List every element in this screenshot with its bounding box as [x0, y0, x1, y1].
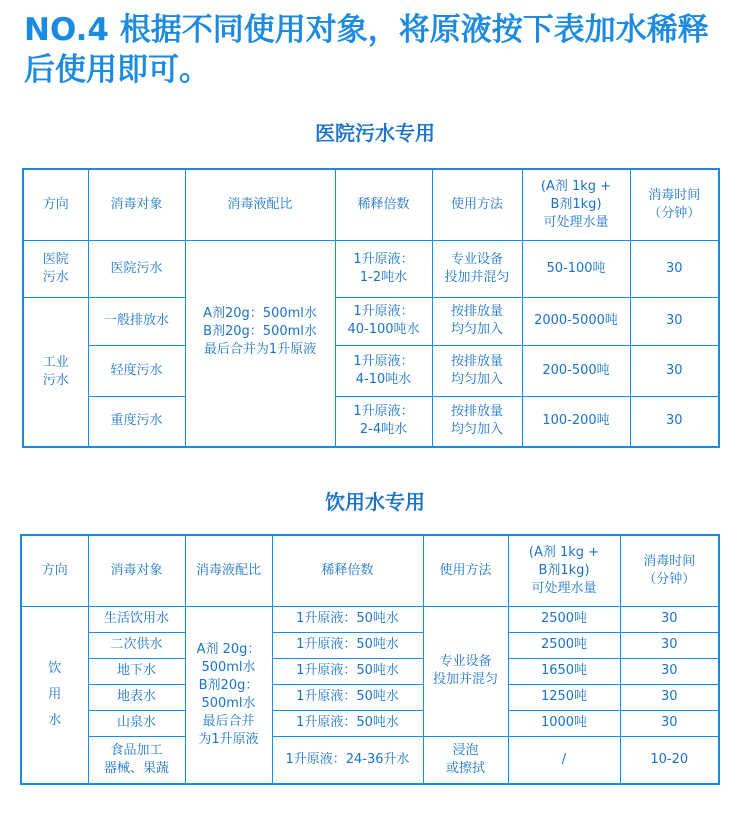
cell-time: 30: [620, 684, 719, 710]
cell-volume: 1250吨: [508, 684, 620, 710]
header-volume: (A剂 1kg + B剂1kg) 可处理水量: [522, 169, 630, 240]
header-direction: 方向: [21, 535, 88, 606]
header-direction: 方向: [23, 169, 88, 240]
cell-method: 专业设备 投加并混匀: [432, 240, 522, 297]
cell-time: 10-20: [620, 736, 719, 784]
header-dilution: 稀释倍数: [335, 169, 432, 240]
cell-dilution: 1升原液：50吨水: [272, 632, 423, 658]
cell-dilution: 1升原液： 1-2吨水: [335, 240, 432, 297]
cell-dilution: 1升原液： 2-4吨水: [335, 396, 432, 447]
drinking-table: [20, 534, 720, 785]
header-target: 消毒对象: [88, 169, 185, 240]
table-row: [23, 396, 719, 447]
cell-target: 一般排放水: [88, 297, 185, 345]
cell-method: 按排放量 均匀加入: [432, 396, 522, 447]
cell-volume: 2000-5000吨: [522, 297, 630, 345]
group-hospital: 医院 污水: [23, 240, 88, 297]
cell-dilution: 1升原液： 40-100吨水: [335, 297, 432, 345]
cell-time: 30: [630, 396, 719, 447]
cell-method: 浸泡 或擦拭: [423, 736, 508, 784]
cell-target: 食品加工 器械、果蔬: [88, 736, 185, 784]
cell-time: 30: [630, 297, 719, 345]
cell-target: 重度污水: [88, 396, 185, 447]
header-volume: (A剂 1kg + B剂1kg) 可处理水量: [508, 535, 620, 606]
cell-target: 山泉水: [88, 710, 185, 736]
table-row: [21, 632, 719, 658]
header-formula: 消毒液配比: [185, 535, 272, 606]
cell-target: 地表水: [88, 684, 185, 710]
cell-time: 30: [620, 606, 719, 632]
cell-time: 30: [620, 658, 719, 684]
cell-time: 30: [630, 345, 719, 396]
cell-method: 按排放量 均匀加入: [432, 345, 522, 396]
hospital-section-title: 医院污水专用: [315, 121, 435, 145]
table-row: [21, 710, 719, 736]
cell-volume: 2500吨: [508, 632, 620, 658]
cell-dilution: 1升原液：24-36升水: [272, 736, 423, 784]
cell-volume: 1650吨: [508, 658, 620, 684]
cell-target: 地下水: [88, 658, 185, 684]
header-method: 使用方法: [423, 535, 508, 606]
cell-volume: 100-200吨: [522, 396, 630, 447]
header-method: 使用方法: [432, 169, 522, 240]
header-target: 消毒对象: [88, 535, 185, 606]
cell-dilution: 1升原液：50吨水: [272, 606, 423, 632]
cell-time: 30: [620, 632, 719, 658]
cell-volume: 1000吨: [508, 710, 620, 736]
table-row: [23, 345, 719, 396]
hospital-table: [22, 168, 720, 448]
cell-dilution: 1升原液： 4-10吨水: [335, 345, 432, 396]
hospital-header-row: [23, 169, 719, 240]
cell-time: 30: [620, 710, 719, 736]
cell-target: 医院污水: [88, 240, 185, 297]
cell-volume: /: [508, 736, 620, 784]
cell-method: 专业设备 投加并混匀: [423, 606, 508, 736]
cell-dilution: 1升原液：50吨水: [272, 658, 423, 684]
page-headline: NO.4 根据不同使用对象，将原液按下表加水稀释后使用即可。: [24, 12, 709, 88]
cell-formula: A剂20g：500ml水 B剂20g：500ml水 最后合并为1升原液: [185, 240, 335, 447]
table-row: [23, 297, 719, 345]
cell-time: 30: [630, 240, 719, 297]
cell-method: 按排放量 均匀加入: [432, 297, 522, 345]
table-row: [21, 736, 719, 784]
cell-dilution: 1升原液：50吨水: [272, 710, 423, 736]
cell-volume: 200-500吨: [522, 345, 630, 396]
table-row: [21, 658, 719, 684]
drinking-section-title: 饮用水专用: [325, 490, 425, 514]
table-row: [21, 606, 719, 632]
cell-target: 生活饮用水: [88, 606, 185, 632]
table-row: [21, 684, 719, 710]
cell-target: 二次供水: [88, 632, 185, 658]
header-time: 消毒时间 （分钟）: [630, 169, 719, 240]
group-drinking-water: 饮 用 水: [21, 606, 88, 784]
cell-target: 轻度污水: [88, 345, 185, 396]
header-time: 消毒时间 （分钟）: [620, 535, 719, 606]
table-row: [23, 240, 719, 297]
cell-dilution: 1升原液：50吨水: [272, 684, 423, 710]
header-dilution: 稀释倍数: [272, 535, 423, 606]
cell-volume: 2500吨: [508, 606, 620, 632]
cell-formula: A剂 20g： 500ml水 B剂20g： 500ml水 最后合并 为1升原液: [185, 606, 272, 784]
header-formula: 消毒液配比: [185, 169, 335, 240]
drinking-header-row: [21, 535, 719, 606]
group-industrial: 工业 污水: [23, 297, 88, 447]
cell-volume: 50-100吨: [522, 240, 630, 297]
